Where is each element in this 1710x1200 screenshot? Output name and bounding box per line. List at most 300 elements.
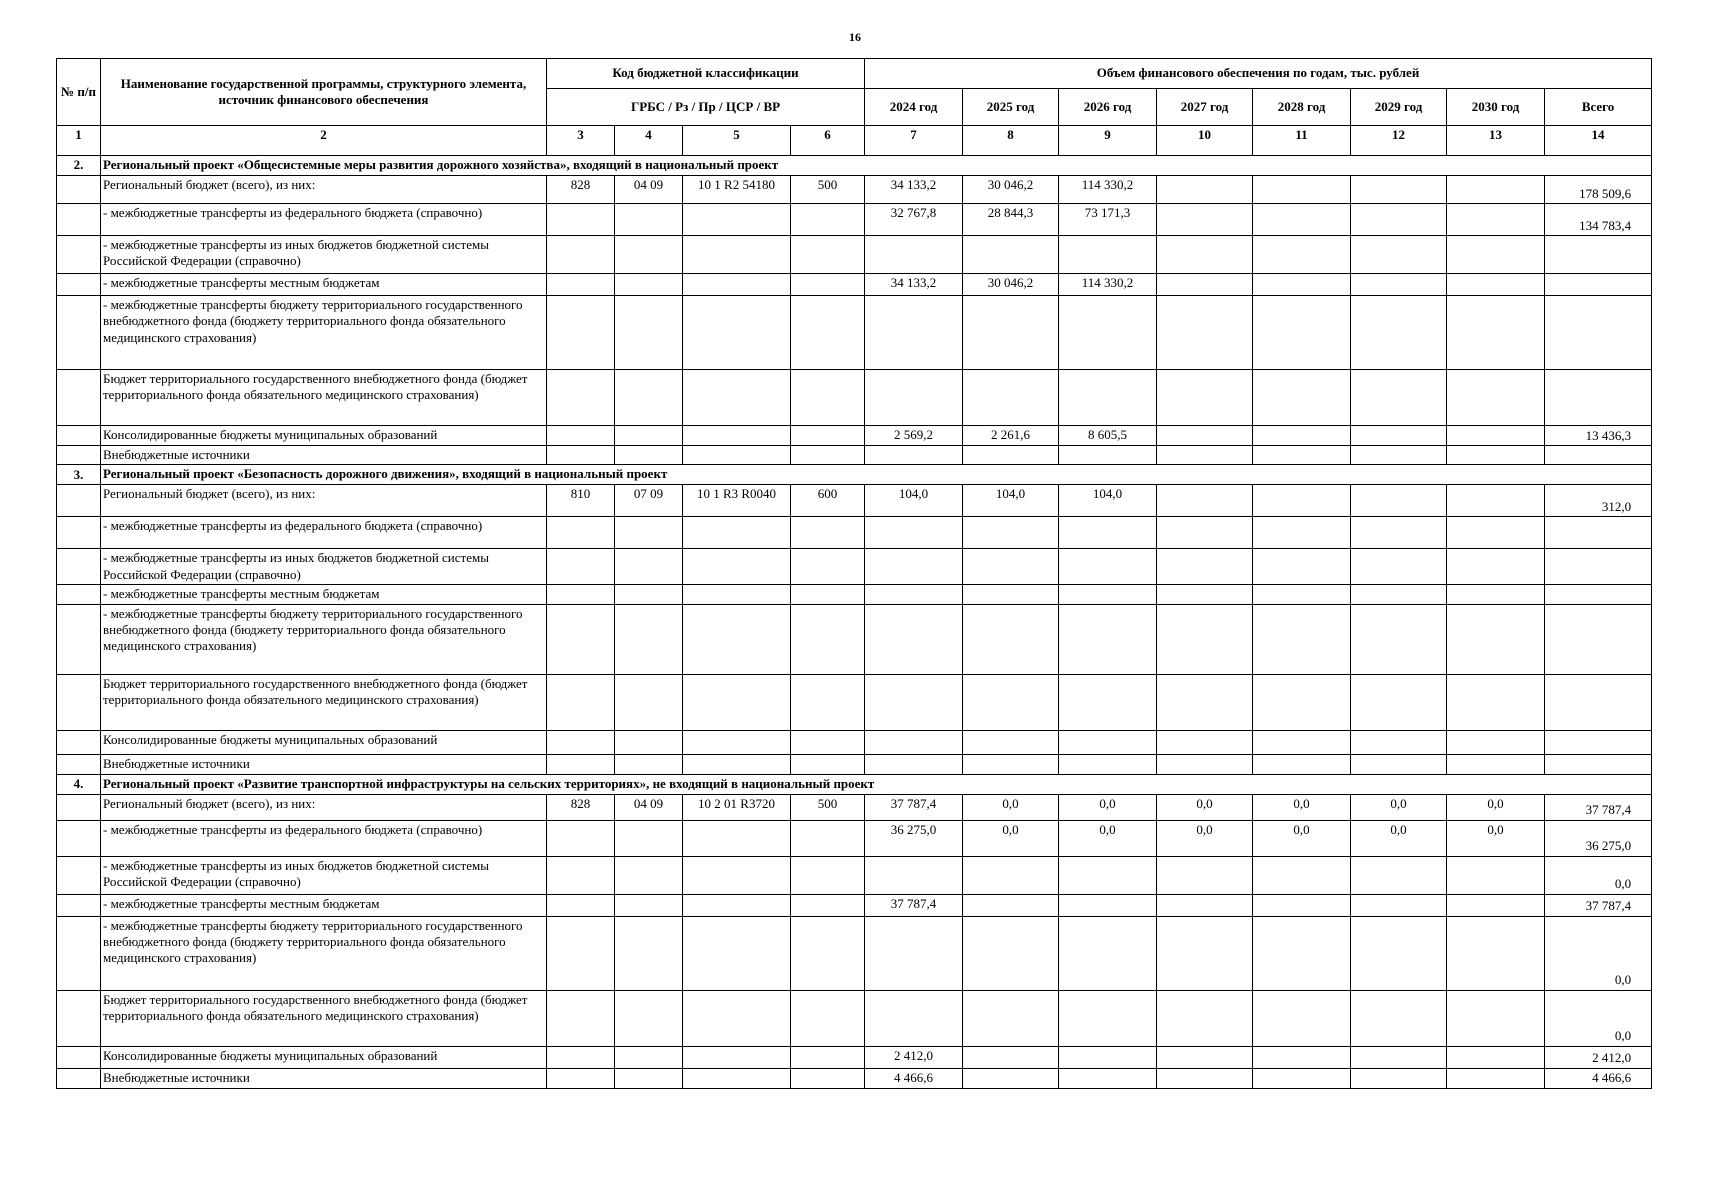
rz-pr-code — [615, 517, 683, 549]
year-value — [963, 549, 1059, 585]
table-row — [57, 604, 1652, 674]
year-value — [963, 730, 1059, 754]
total-value — [1545, 446, 1652, 465]
year-value — [1351, 894, 1447, 916]
year-value — [1447, 549, 1545, 585]
total-value — [1545, 296, 1652, 370]
year-value — [1253, 296, 1351, 370]
year-value — [963, 754, 1059, 774]
year-value — [963, 990, 1059, 1046]
rz-pr-code — [615, 674, 683, 730]
table-row — [57, 1046, 1652, 1068]
row-name: - межбюджетные трансферты из федерального бюджета (справочно) — [101, 820, 547, 856]
grbs-code — [547, 754, 615, 774]
row-name: Региональный бюджет (всего), из них: — [101, 794, 547, 820]
year-value — [1447, 856, 1545, 894]
table-row — [57, 894, 1652, 916]
grbs-code — [547, 426, 615, 446]
year-value — [1447, 894, 1545, 916]
table-row — [57, 176, 1652, 204]
row-number-cell — [57, 604, 101, 674]
year-value — [963, 1046, 1059, 1068]
vr-code — [791, 754, 865, 774]
header-volume-group: Объем финансового обеспечения по годам, тыс. рублей — [865, 59, 1652, 89]
section-title: Региональный проект «Развитие транспортной инфраструктуры на сельских территориях», не входящий в национальный проект — [101, 774, 1652, 794]
row-number-cell — [57, 176, 101, 204]
year-value — [865, 856, 963, 894]
year-value — [1253, 236, 1351, 274]
year-value — [1253, 176, 1351, 204]
grbs-code — [547, 730, 615, 754]
year-value: 30 046,2 — [963, 274, 1059, 296]
total-value — [1545, 517, 1652, 549]
year-value — [1157, 604, 1253, 674]
year-value — [865, 990, 963, 1046]
total-value: 134 783,4 — [1545, 204, 1652, 236]
year-value — [1351, 754, 1447, 774]
rz-pr-code — [615, 730, 683, 754]
header-year: 2028 год — [1253, 89, 1351, 126]
row-name: Внебюджетные источники — [101, 1068, 547, 1088]
year-value — [1157, 549, 1253, 585]
column-number: 9 — [1059, 126, 1157, 156]
csr-code — [683, 730, 791, 754]
year-value — [1447, 517, 1545, 549]
total-value — [1545, 549, 1652, 585]
row-name: Бюджет территориального государственного внебюджетного фонда (бюджет территориального фонда обязательного медицинского страхования) — [101, 370, 547, 426]
year-value: 104,0 — [963, 485, 1059, 517]
year-value — [1157, 485, 1253, 517]
section-header-row — [57, 465, 1652, 485]
row-number-cell — [57, 820, 101, 856]
rz-pr-code — [615, 1068, 683, 1088]
section-header-row — [57, 156, 1652, 176]
year-value — [1059, 296, 1157, 370]
vr-code — [791, 1068, 865, 1088]
table-row — [57, 820, 1652, 856]
year-value — [865, 236, 963, 274]
table-row — [57, 204, 1652, 236]
budget-table — [56, 58, 1652, 1089]
grbs-code — [547, 236, 615, 274]
total-value — [1545, 274, 1652, 296]
total-value — [1545, 604, 1652, 674]
total-value: 0,0 — [1545, 856, 1652, 894]
header-year: 2030 год — [1447, 89, 1545, 126]
column-number: 1 — [57, 126, 101, 156]
year-value — [1059, 1046, 1157, 1068]
rz-pr-code — [615, 604, 683, 674]
table-row — [57, 856, 1652, 894]
total-value: 37 787,4 — [1545, 794, 1652, 820]
table-row — [57, 794, 1652, 820]
year-value — [1447, 990, 1545, 1046]
vr-code — [791, 856, 865, 894]
header-name: Наименование государственной программы, структурного элемента, источник финансового обеспечения — [101, 59, 547, 126]
year-value: 0,0 — [963, 794, 1059, 820]
rz-pr-code — [615, 296, 683, 370]
grbs-code — [547, 990, 615, 1046]
year-value — [1447, 236, 1545, 274]
year-value — [1059, 517, 1157, 549]
year-value — [1447, 274, 1545, 296]
csr-code — [683, 274, 791, 296]
year-value: 28 844,3 — [963, 204, 1059, 236]
csr-code — [683, 754, 791, 774]
year-value — [963, 894, 1059, 916]
year-value: 0,0 — [1447, 794, 1545, 820]
year-value: 0,0 — [1351, 820, 1447, 856]
year-value — [1157, 446, 1253, 465]
header-code-group: Код бюджетной классификации — [547, 59, 865, 89]
total-value — [1545, 754, 1652, 774]
rz-pr-code — [615, 204, 683, 236]
year-value — [1157, 517, 1253, 549]
grbs-code — [547, 1068, 615, 1088]
year-value — [1447, 370, 1545, 426]
grbs-code — [547, 1046, 615, 1068]
grbs-code — [547, 820, 615, 856]
year-value — [1351, 1046, 1447, 1068]
year-value — [865, 549, 963, 585]
grbs-code: 810 — [547, 485, 615, 517]
csr-code — [683, 674, 791, 730]
year-value: 34 133,2 — [865, 274, 963, 296]
year-value — [1157, 274, 1253, 296]
row-name: Внебюджетные источники — [101, 446, 547, 465]
table-row — [57, 296, 1652, 370]
row-name: - межбюджетные трансферты из федерального бюджета (справочно) — [101, 517, 547, 549]
grbs-code — [547, 604, 615, 674]
row-number-cell — [57, 236, 101, 274]
section-number: 3. — [57, 465, 101, 485]
year-value — [1157, 730, 1253, 754]
total-value — [1545, 674, 1652, 730]
year-value — [1157, 754, 1253, 774]
row-name: - межбюджетные трансферты из иных бюджетов бюджетной системы Российской Федерации (справочно) — [101, 236, 547, 274]
year-value — [1447, 296, 1545, 370]
year-value — [1157, 236, 1253, 274]
year-value — [1253, 604, 1351, 674]
grbs-code — [547, 549, 615, 585]
year-value — [1351, 1068, 1447, 1088]
year-value — [1157, 204, 1253, 236]
row-number-cell — [57, 485, 101, 517]
rz-pr-code — [615, 754, 683, 774]
grbs-code — [547, 517, 615, 549]
column-number: 4 — [615, 126, 683, 156]
year-value — [963, 1068, 1059, 1088]
year-value — [1059, 585, 1157, 604]
table-row — [57, 585, 1652, 604]
column-number: 3 — [547, 126, 615, 156]
year-value — [1157, 426, 1253, 446]
row-name: - межбюджетные трансферты местным бюджетам — [101, 585, 547, 604]
table-row — [57, 485, 1652, 517]
row-number-cell — [57, 894, 101, 916]
column-number: 7 — [865, 126, 963, 156]
year-value: 36 275,0 — [865, 820, 963, 856]
row-number-cell — [57, 1068, 101, 1088]
csr-code — [683, 820, 791, 856]
year-value — [865, 730, 963, 754]
year-value: 2 261,6 — [963, 426, 1059, 446]
year-value — [1351, 856, 1447, 894]
row-number-cell — [57, 446, 101, 465]
rz-pr-code — [615, 820, 683, 856]
grbs-code — [547, 674, 615, 730]
year-value — [1447, 485, 1545, 517]
csr-code — [683, 990, 791, 1046]
vr-code — [791, 730, 865, 754]
year-value — [1157, 990, 1253, 1046]
row-name: Бюджет территориального государственного внебюджетного фонда (бюджет территориального фонда обязательного медицинского страхования) — [101, 674, 547, 730]
section-number: 4. — [57, 774, 101, 794]
table-row — [57, 916, 1652, 990]
csr-code — [683, 370, 791, 426]
year-value — [1351, 604, 1447, 674]
page-number: 16 — [849, 30, 861, 44]
rz-pr-code: 04 09 — [615, 176, 683, 204]
year-value — [1059, 990, 1157, 1046]
vr-code — [791, 585, 865, 604]
year-value — [1351, 517, 1447, 549]
csr-code — [683, 1068, 791, 1088]
grbs-code — [547, 856, 615, 894]
vr-code — [791, 1046, 865, 1068]
year-value — [1253, 1046, 1351, 1068]
year-value — [1351, 296, 1447, 370]
year-value: 0,0 — [1157, 820, 1253, 856]
year-value — [1253, 894, 1351, 916]
year-value — [1253, 274, 1351, 296]
year-value — [1059, 730, 1157, 754]
csr-code — [683, 856, 791, 894]
year-value — [1447, 1068, 1545, 1088]
year-value — [1157, 370, 1253, 426]
csr-code — [683, 517, 791, 549]
csr-code — [683, 1046, 791, 1068]
year-value: 104,0 — [1059, 485, 1157, 517]
row-number-cell — [57, 674, 101, 730]
csr-code: 10 2 01 R3720 — [683, 794, 791, 820]
year-value — [1157, 585, 1253, 604]
year-value — [1157, 916, 1253, 990]
csr-code: 10 1 R3 R0040 — [683, 485, 791, 517]
year-value: 32 767,8 — [865, 204, 963, 236]
year-value: 2 412,0 — [865, 1046, 963, 1068]
rz-pr-code — [615, 446, 683, 465]
row-number-cell — [57, 426, 101, 446]
table-body — [57, 156, 1652, 1089]
grbs-code — [547, 274, 615, 296]
year-value — [963, 856, 1059, 894]
section-number: 2. — [57, 156, 101, 176]
header-year: 2029 год — [1351, 89, 1447, 126]
year-value — [865, 604, 963, 674]
year-value — [963, 916, 1059, 990]
csr-code — [683, 426, 791, 446]
year-value — [1253, 549, 1351, 585]
row-name: - межбюджетные трансферты из федерального бюджета (справочно) — [101, 204, 547, 236]
section-header-row — [57, 774, 1652, 794]
row-name: Региональный бюджет (всего), из них: — [101, 485, 547, 517]
grbs-code — [547, 894, 615, 916]
rz-pr-code — [615, 236, 683, 274]
year-value: 0,0 — [1059, 794, 1157, 820]
csr-code — [683, 446, 791, 465]
total-value: 4 466,6 — [1545, 1068, 1652, 1088]
row-number-cell — [57, 794, 101, 820]
row-name: Бюджет территориального государственного внебюджетного фонда (бюджет территориального фонда обязательного медицинского страхования) — [101, 990, 547, 1046]
year-value — [1157, 1068, 1253, 1088]
table-row — [57, 990, 1652, 1046]
year-value — [963, 370, 1059, 426]
csr-code — [683, 916, 791, 990]
grbs-code — [547, 585, 615, 604]
year-value: 0,0 — [1351, 794, 1447, 820]
year-value — [1351, 370, 1447, 426]
row-number-cell — [57, 856, 101, 894]
year-value — [1351, 549, 1447, 585]
csr-code — [683, 204, 791, 236]
csr-code — [683, 296, 791, 370]
vr-code — [791, 274, 865, 296]
header-num: № п/п — [57, 59, 101, 126]
year-value — [1447, 604, 1545, 674]
vr-code — [791, 204, 865, 236]
rz-pr-code: 04 09 — [615, 794, 683, 820]
rz-pr-code — [615, 894, 683, 916]
grbs-code — [547, 446, 615, 465]
row-name: Консолидированные бюджеты муниципальных образований — [101, 426, 547, 446]
rz-pr-code — [615, 990, 683, 1046]
rz-pr-code — [615, 370, 683, 426]
header-total: Всего — [1545, 89, 1652, 126]
year-value — [1157, 674, 1253, 730]
year-value — [963, 236, 1059, 274]
header-code-sub: ГРБС / Рз / Пр / ЦСР / ВР — [547, 89, 865, 126]
year-value — [865, 674, 963, 730]
year-value: 37 787,4 — [865, 794, 963, 820]
column-number: 11 — [1253, 126, 1351, 156]
csr-code: 10 1 R2 54180 — [683, 176, 791, 204]
year-value — [1351, 730, 1447, 754]
csr-code — [683, 894, 791, 916]
year-value: 114 330,2 — [1059, 274, 1157, 296]
year-value — [1253, 916, 1351, 990]
year-value — [1447, 754, 1545, 774]
year-value — [1447, 674, 1545, 730]
row-number-cell — [57, 1046, 101, 1068]
table-row — [57, 730, 1652, 754]
vr-code — [791, 370, 865, 426]
year-value — [1253, 204, 1351, 236]
row-name: Консолидированные бюджеты муниципальных образований — [101, 1046, 547, 1068]
year-value — [1351, 990, 1447, 1046]
total-value: 2 412,0 — [1545, 1046, 1652, 1068]
total-value: 0,0 — [1545, 990, 1652, 1046]
table-row — [57, 370, 1652, 426]
grbs-code — [547, 370, 615, 426]
csr-code — [683, 585, 791, 604]
year-value — [1447, 204, 1545, 236]
total-value — [1545, 370, 1652, 426]
year-value — [1447, 730, 1545, 754]
year-value: 114 330,2 — [1059, 176, 1157, 204]
vr-code — [791, 517, 865, 549]
row-name: - межбюджетные трансферты из иных бюджетов бюджетной системы Российской Федерации (справочно) — [101, 856, 547, 894]
year-value: 0,0 — [963, 820, 1059, 856]
column-number: 6 — [791, 126, 865, 156]
rz-pr-code — [615, 916, 683, 990]
year-value: 2 569,2 — [865, 426, 963, 446]
year-value — [865, 370, 963, 426]
total-value — [1545, 730, 1652, 754]
year-value — [963, 604, 1059, 674]
year-value — [1157, 894, 1253, 916]
table-row — [57, 274, 1652, 296]
csr-code — [683, 604, 791, 674]
year-value: 4 466,6 — [865, 1068, 963, 1088]
total-value: 178 509,6 — [1545, 176, 1652, 204]
grbs-code — [547, 204, 615, 236]
year-value — [865, 754, 963, 774]
year-value — [1253, 1068, 1351, 1088]
vr-code — [791, 820, 865, 856]
year-value — [865, 916, 963, 990]
year-value — [1351, 204, 1447, 236]
year-value — [1059, 446, 1157, 465]
rz-pr-code — [615, 856, 683, 894]
table-row — [57, 446, 1652, 465]
year-value — [963, 296, 1059, 370]
year-value: 37 787,4 — [865, 894, 963, 916]
row-number-cell — [57, 916, 101, 990]
vr-code: 500 — [791, 794, 865, 820]
year-value — [1351, 176, 1447, 204]
year-value — [1351, 585, 1447, 604]
year-value — [963, 585, 1059, 604]
year-value — [865, 585, 963, 604]
year-value — [1253, 517, 1351, 549]
year-value — [1447, 916, 1545, 990]
year-value — [1351, 485, 1447, 517]
row-number-cell — [57, 296, 101, 370]
rz-pr-code — [615, 549, 683, 585]
year-value: 0,0 — [1253, 820, 1351, 856]
year-value: 104,0 — [865, 485, 963, 517]
year-value — [1253, 730, 1351, 754]
year-value — [1059, 604, 1157, 674]
vr-code — [791, 446, 865, 465]
row-name: Консолидированные бюджеты муниципальных образований — [101, 730, 547, 754]
year-value — [1253, 856, 1351, 894]
year-value — [963, 446, 1059, 465]
grbs-code — [547, 916, 615, 990]
vr-code — [791, 894, 865, 916]
row-number-cell — [57, 730, 101, 754]
year-value: 34 133,2 — [865, 176, 963, 204]
row-number-cell — [57, 370, 101, 426]
year-value: 0,0 — [1253, 794, 1351, 820]
year-value — [1059, 674, 1157, 730]
year-value — [1253, 990, 1351, 1046]
header-year: 2025 год — [963, 89, 1059, 126]
total-value: 36 275,0 — [1545, 820, 1652, 856]
row-number-cell — [57, 204, 101, 236]
rz-pr-code — [615, 585, 683, 604]
